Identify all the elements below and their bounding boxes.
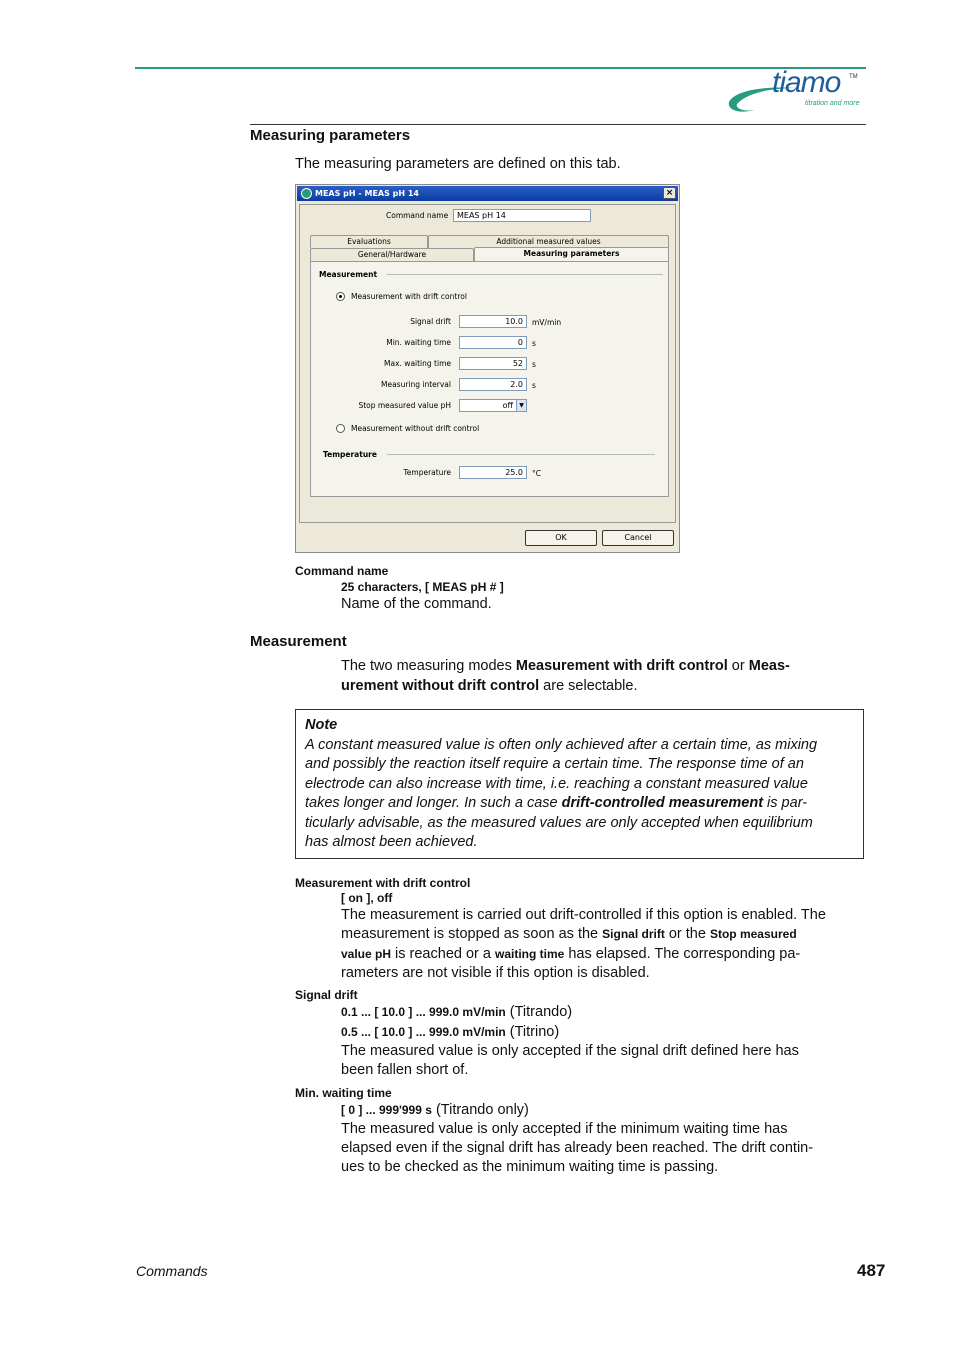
dialog-titlebar: [297, 186, 678, 201]
param-desc-command-name: Name of the command.: [341, 596, 492, 612]
min-waiting-input[interactable]: 0: [459, 336, 527, 349]
text-bold: waiting time: [495, 947, 565, 961]
max-waiting-unit: s: [532, 360, 536, 369]
param-desc-line: ues to be checked as the minimum waiting time is passing.: [341, 1159, 719, 1175]
group-divider: [387, 274, 663, 275]
signal-drift-unit: mV/min: [532, 318, 562, 327]
section-intro: The measuring parameters are defined on this tab.: [295, 156, 621, 172]
page-number: 487: [857, 1261, 886, 1280]
param-name-min-waiting: Min. waiting time: [295, 1086, 392, 1100]
measuring-interval-label: Measuring interval: [380, 380, 451, 389]
text: are selectable.: [539, 678, 638, 694]
note-line: has almost been achieved.: [305, 834, 478, 850]
param-desc-line: [341, 925, 797, 945]
measuring-parameters-panel: [310, 261, 669, 497]
section-title-measurement: Measurement: [250, 633, 347, 650]
param-desc-line: rameters are not visible if this option is disabled.: [341, 965, 650, 981]
command-name-label: Command name: [386, 211, 449, 220]
param-range-signal-drift-2: [341, 1023, 559, 1043]
logo-tagline: titration and more: [805, 100, 860, 107]
param-name-command-name: Command name: [295, 564, 389, 578]
param-desc-line: The measured value is only accepted if the signal drift defined here has: [341, 1043, 799, 1059]
group-temperature: Temperature: [323, 450, 377, 459]
param-desc-line: [341, 945, 800, 965]
text-bold: value pH: [341, 947, 392, 961]
radio-no-drift-control[interactable]: [336, 424, 345, 433]
text-bold: Meas-: [748, 658, 790, 674]
cancel-button[interactable]: Cancel: [602, 530, 674, 546]
dialog-body: [299, 204, 676, 523]
header-rule: [135, 67, 866, 69]
text: measurement is stopped as soon as the: [341, 926, 603, 942]
text-bold: 0.5 ... [ 10.0 ] ... 999.0 mV/min: [341, 1025, 506, 1039]
tab-additional-measured-values[interactable]: Additional measured values: [428, 235, 669, 248]
param-name-drift-control: Measurement with drift control: [295, 876, 471, 890]
close-icon[interactable]: ×: [663, 187, 676, 199]
text-bold: 0.1 ... [ 10.0 ] ... 999.0 mV/min: [341, 1005, 506, 1019]
stop-value-label: Stop measured value pH: [358, 401, 451, 410]
signal-drift-input[interactable]: 10.0: [459, 315, 527, 328]
app-icon: [301, 188, 312, 199]
stop-value-select[interactable]: [459, 399, 527, 412]
text-bold: Measurement with drift control: [515, 658, 728, 674]
group-divider: [387, 454, 655, 455]
measuring-interval-input[interactable]: 2.0: [459, 378, 527, 391]
measurement-intro-line1: [341, 657, 851, 677]
text-bold: urement without drift control: [341, 678, 540, 694]
section-title-measuring-parameters: Measuring parameters: [250, 127, 411, 144]
text: (Titrando): [505, 1004, 573, 1020]
measuring-interval-unit: s: [532, 381, 536, 390]
param-range-min-waiting: [341, 1101, 529, 1121]
temperature-input[interactable]: 25.0: [459, 466, 527, 479]
text-bold: [ 0 ] ... 999'999 s: [341, 1103, 432, 1117]
param-desc-line: The measurement is carried out drift-controlled if this option is enabled. The: [341, 907, 826, 923]
signal-drift-label: Signal drift: [410, 317, 451, 326]
note-line: [305, 794, 854, 814]
text-bold: Signal drift: [602, 927, 665, 941]
note-title: Note: [305, 717, 338, 733]
max-waiting-label: Max. waiting time: [384, 359, 451, 368]
section-rule: [250, 124, 866, 125]
tiamo-logo: [725, 66, 867, 116]
logo-tm: TM: [849, 74, 858, 80]
note-box: [295, 709, 864, 859]
meas-ph-dialog: [295, 184, 680, 553]
text: (Titrando only): [431, 1102, 529, 1118]
text: or the: [664, 926, 710, 942]
note-line: A constant measured value is often only achieved after a certain time, as mixing: [305, 736, 818, 753]
text: has elapsed. The corresponding pa-: [564, 946, 801, 962]
command-name-input[interactable]: MEAS pH 14: [453, 209, 591, 222]
param-range-drift-control: [ on ], off: [341, 891, 393, 905]
param-desc-line: elapsed even if the signal drift has already been reached. The drift contin-: [341, 1140, 814, 1156]
stop-value-current: off: [502, 401, 513, 410]
ok-button[interactable]: OK: [525, 530, 597, 546]
radio-no-drift-label: Measurement without drift control: [351, 424, 480, 433]
chevron-down-icon[interactable]: ▼: [516, 400, 526, 411]
logo-word: tiamo: [772, 66, 841, 99]
note-line: ticularly advisable, as the measured values are only accepted when equilibrium: [305, 814, 813, 831]
temperature-unit: °C: [532, 469, 541, 478]
temperature-label: Temperature: [403, 468, 451, 477]
min-waiting-unit: s: [532, 339, 536, 348]
param-name-signal-drift: Signal drift: [295, 988, 358, 1002]
param-desc-line: been fallen short of.: [341, 1062, 469, 1078]
min-waiting-label: Min. waiting time: [386, 338, 451, 347]
note-line: electrode can also increase with time, i.e. reaching a constant measured value: [305, 775, 808, 792]
tab-general-hardware[interactable]: General/Hardware: [310, 248, 474, 261]
radio-drift-label: Measurement with drift control: [351, 292, 467, 301]
footer-chapter: Commands: [136, 1263, 208, 1279]
param-range-command-name: 25 characters, [ MEAS pH # ]: [341, 580, 504, 594]
text: or: [727, 658, 749, 674]
text: (Titrino): [505, 1024, 560, 1040]
text-bold: Stop measured: [709, 927, 797, 941]
text-bold: drift-controlled measurement: [561, 795, 764, 811]
measurement-intro-line2: [341, 677, 638, 697]
text: The two measuring modes: [341, 658, 516, 674]
max-waiting-input[interactable]: 52: [459, 357, 527, 370]
tab-measuring-parameters[interactable]: Measuring parameters: [474, 247, 669, 261]
text: is par-: [763, 795, 808, 811]
param-desc-line: The measured value is only accepted if the minimum waiting time has: [341, 1121, 788, 1137]
text: is reached or a: [391, 946, 495, 962]
dialog-title: MEAS pH - MEAS pH 14: [315, 189, 419, 198]
radio-drift-control[interactable]: [336, 292, 345, 301]
text: takes longer and longer. In such a case: [305, 795, 562, 811]
tab-evaluations[interactable]: Evaluations: [310, 235, 428, 248]
param-range-signal-drift-1: [341, 1003, 572, 1023]
note-line: and possibly the reaction itself require a certain time. The response time of an: [305, 756, 804, 772]
group-measurement: Measurement: [319, 270, 378, 279]
